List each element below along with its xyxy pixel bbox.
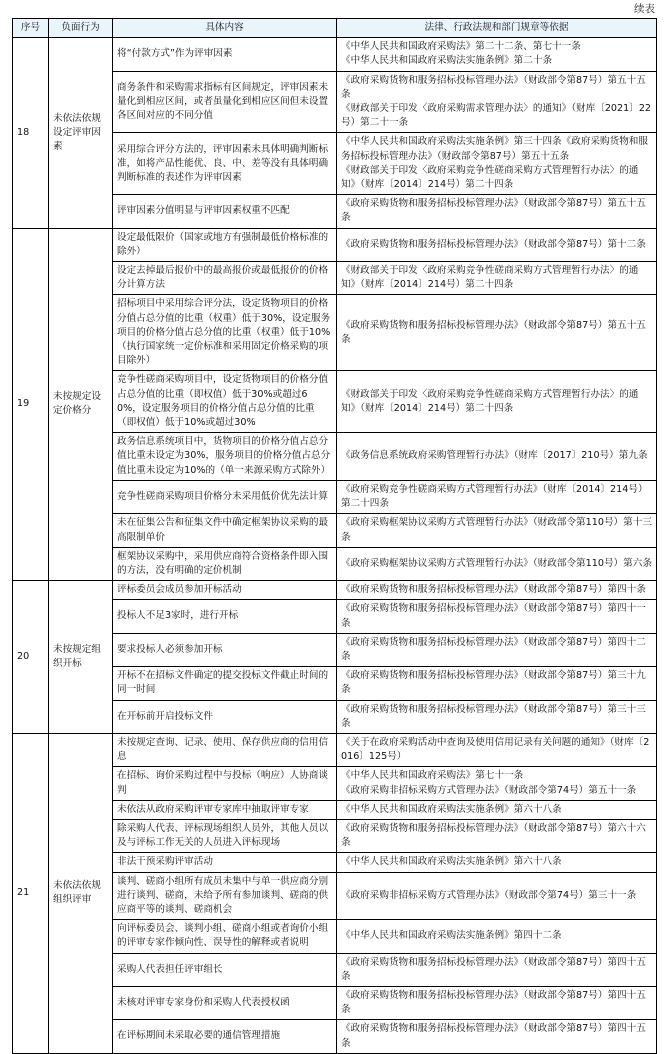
legal-basis-cell — [337, 433, 657, 481]
legal-basis-cell — [337, 953, 657, 986]
legal-basis-cell — [337, 853, 657, 872]
legal-basis-line: 《中华人民共和国政府采购法》第七十一条 — [341, 770, 524, 782]
table-header — [13, 19, 657, 38]
detail-content-cell: 评标委员会成员参加开标活动 — [113, 581, 337, 600]
detail-content-cell: 在开标前开启投标文件 — [113, 700, 337, 733]
legal-basis-line: 《政府采购非招标采购方式管理办法》（财政部令第74号）第五十一条 — [341, 784, 637, 796]
legal-basis-line: 《政府采购非招标采购方式管理办法》（财政部令第74号）第三十一条 — [341, 889, 637, 901]
detail-content-cell: 竞争性磋商采购项目价格分未采用低价优先法计算 — [113, 480, 337, 513]
legal-basis-line: 《政府采购货物和服务招标投标管理办法》（财政部令第87号）第五十五条 — [341, 74, 646, 100]
detail-content-cell: 竞争性磋商采购项目中，设定货物项目的价格分值占总分值的比重（即权值）低于30%或超过60%，设定服务项目的价格分值占总分值的比重（即权值）低于10%或超过30% — [113, 371, 337, 433]
legal-basis-cell — [337, 986, 657, 1019]
detail-content-cell: 商务条件和采购需求指标有区间规定，评审因素未量化到相应区间，或者虽量化到相应区间但未设置各区间对应的不同分值 — [113, 71, 337, 133]
legal-basis-line: 《财政部关于印发〈政府采购需求管理办法〉的通知》（财库〔2021〕22号）第二十一条 — [341, 103, 652, 129]
negative-behavior-table — [12, 18, 657, 1054]
legal-basis-cell — [337, 800, 657, 819]
legal-basis-line: 《中华人民共和国政府采购法实施条例》第六十八条 — [341, 803, 562, 815]
legal-basis-cell — [337, 920, 657, 953]
legal-basis-line: 《中华人民共和国政府采购法实施条例》第六十八条 — [341, 856, 562, 868]
legal-basis-cell — [337, 819, 657, 852]
column-header-index: 序号 — [13, 19, 49, 38]
legal-basis-line: 《政府采购框架协议采购方式管理暂行办法》（财政部令第110号）第六条 — [341, 557, 652, 569]
legal-basis-line: 《政府采购货物和服务招标投标管理办法》（财政部令第87号）第四十五条 — [341, 1023, 646, 1049]
legal-basis-cell — [337, 767, 657, 800]
legal-basis-cell — [337, 371, 657, 433]
row-index-cell: 20 — [13, 581, 49, 734]
legal-basis-cell — [337, 581, 657, 600]
detail-content-cell: 招标项目中采用综合评分法，设定货物项目的价格分值占总分值的比重（权重）低于30%，设定服务项目的价格分值占总分值的比重（权重）低于10%（执行国家统一定价标准和采用固定价格采购的项目除外） — [113, 295, 337, 371]
legal-basis-cell — [337, 872, 657, 920]
legal-basis-cell — [337, 38, 657, 71]
detail-content-cell: 设定最低限价（国家或地方有强制最低价格标准的除外） — [113, 228, 337, 261]
legal-basis-line: 《财政部关于印发〈政府采购竞争性磋商采购方式管理暂行办法〉的通知》（财库〔2014〕214号）第二十四条 — [341, 388, 639, 414]
legal-basis-cell — [337, 633, 657, 666]
legal-basis-line: 《政府采购货物和服务招标投标管理办法》（财政部令第87号）第四十五条 — [341, 956, 646, 982]
legal-basis-line: 《财政部关于印发〈政府采购竞争性磋商采购方式管理暂行办法〉的通知》（财库〔2014〕214号）第二十四条 — [341, 265, 639, 291]
negative-behavior-cell: 未按规定设定价格分 — [49, 228, 113, 580]
detail-content-cell: 设定去掉最后报价中的最高报价或最低报价的价格分计算方法 — [113, 262, 337, 295]
detail-content-cell: 将“付款方式”作为评审因素 — [113, 38, 337, 71]
detail-content-cell: 在招标、询价采购过程中与投标（响应）人协商谈判 — [113, 767, 337, 800]
legal-basis-cell — [337, 667, 657, 700]
column-header-behavior: 负面行为 — [49, 19, 113, 38]
table-row — [13, 733, 657, 766]
column-header-basis: 法律、行政法规和部门规章等依据 — [337, 19, 657, 38]
detail-content-cell: 未依法从政府采购评审专家库中抽取评审专家 — [113, 800, 337, 819]
legal-basis-cell — [337, 262, 657, 295]
detail-content-cell: 评审因素分值明显与评审因素权重不匹配 — [113, 195, 337, 228]
legal-basis-line: 《政府采购货物和服务招标投标管理办法》（财政部令第87号）第五十五条 — [341, 198, 646, 224]
legal-basis-line: 《财政部关于印发〈政府采购竞争性磋商采购方式管理暂行办法〉的通知》（财库〔2014〕214号）第二十四条 — [341, 164, 639, 191]
header-row — [13, 19, 657, 38]
legal-basis-line: 《政府采购货物和服务招标投标管理办法》（财政部令第87号）第四十二条 — [341, 636, 646, 662]
legal-basis-cell — [337, 195, 657, 228]
legal-basis-cell — [337, 547, 657, 580]
detail-content-cell: 要求投标人必须参加开标 — [113, 633, 337, 666]
table-body — [13, 38, 657, 1054]
table-row — [13, 581, 657, 600]
legal-basis-line: 《政府采购货物和服务招标投标管理办法》（财政部令第87号）第六十六条 — [341, 822, 646, 849]
legal-basis-line: 《政府采购货物和服务招标投标管理办法》（财政部令第87号）第五十五条 — [341, 319, 646, 345]
legal-basis-cell — [337, 514, 657, 547]
legal-basis-line: 《政府采购货物和服务招标投标管理办法》（财政部令第87号）第四十条 — [341, 584, 646, 596]
legal-basis-line: 《政府采购货物和服务招标投标管理办法》（财政部令第87号）第三十九条 — [341, 670, 646, 696]
detail-content-cell: 除采购人代表、评标现场组织人员外，其他人员以及与评标工作无关的人员进入评标现场 — [113, 819, 337, 852]
legal-basis-line: 《中华人民共和国政府采购法实施条例》第三十四条《政府采购货物和服务招标投标管理办法》（财政部令第87号）第五十五条 — [341, 136, 648, 162]
row-index-cell: 21 — [13, 733, 49, 1053]
detail-content-cell: 非法干预采购评审活动 — [113, 853, 337, 872]
legal-basis-cell — [337, 480, 657, 513]
table-row — [13, 38, 657, 71]
detail-content-cell: 政务信息系统项目中，货物项目的价格分值占总分值比重未设定为30%，服务项目的价格分值占总分值比重未设定为10%的（单一来源采购方式除外） — [113, 433, 337, 481]
legal-basis-cell — [337, 71, 657, 133]
legal-basis-cell — [337, 228, 657, 261]
negative-behavior-cell: 未按规定组织开标 — [49, 581, 113, 734]
detail-content-cell: 框架协议采购中，采用供应商符合资格条件即入围的方法，没有明确的定价机制 — [113, 547, 337, 580]
detail-content-cell: 开标不在招标文件确定的提交投标文件截止时间的同一时间 — [113, 667, 337, 700]
legal-basis-line: 《政府采购货物和服务招标投标管理办法》（财政部令第87号）第四十五条 — [341, 989, 646, 1016]
detail-content-cell: 采购人代表担任评审组长 — [113, 953, 337, 986]
legal-basis-line: 《中华人民共和国政府采购法实施条例》第四十二条 — [341, 930, 562, 942]
legal-basis-cell — [337, 733, 657, 766]
detail-content-cell: 向评标委员会、谈判小组、磋商小组或者询价小组的评审专家作倾向性、误导性的解释或者说明 — [113, 920, 337, 953]
legal-basis-cell — [337, 295, 657, 371]
legal-basis-line: 《政府采购货物和服务招标投标管理办法》（财政部令第87号）第三十三条 — [341, 703, 646, 729]
detail-content-cell: 未按规定查询、记录、使用、保存供应商的信用信息 — [113, 733, 337, 766]
legal-basis-line: 《中华人民共和国政府采购法》第二十二条、第七十一条 — [341, 41, 581, 53]
continuation-label: 续表 — [634, 3, 655, 15]
detail-content-cell: 采用综合评分方法的，评审因素未具体明确判断标准，如将产品性能优、良、中、差等没有具体明确判断标准的表述作为评审因素 — [113, 133, 337, 195]
detail-content-cell: 未核对评审专家身份和采购人代表授权函 — [113, 986, 337, 1019]
legal-basis-line: 《政府采购框架协议采购方式管理暂行办法》（财政部令第110号）第十三条 — [341, 517, 652, 543]
column-header-content: 具体内容 — [113, 19, 337, 38]
legal-basis-line: 《关于在政府采购活动中查询及使用信用记录有关问题的通知》（财库〔2016〕125号） — [341, 736, 650, 763]
negative-behavior-cell: 未依法依规组织评审 — [49, 733, 113, 1053]
legal-basis-cell — [337, 1020, 657, 1053]
detail-content-cell: 在评标期间未采取必要的通信管理措施 — [113, 1020, 337, 1053]
detail-content-cell: 未在征集公告和征集文件中确定框架协议采购的最高限制单价 — [113, 514, 337, 547]
table-row — [13, 228, 657, 261]
row-index-cell: 18 — [13, 38, 49, 228]
detail-content-cell: 谈判、磋商小组所有成员未集中与单一供应商分别进行谈判、磋商，未给予所有参加谈判、磋商的供应商平等的谈判、磋商机会 — [113, 872, 337, 920]
legal-basis-cell — [337, 600, 657, 633]
detail-content-cell: 投标人不足3家时，进行开标 — [113, 600, 337, 633]
legal-basis-cell — [337, 700, 657, 733]
legal-basis-line: 《政府采购货物和服务招标投标管理办法》（财政部令第87号）第四十一条 — [341, 603, 646, 629]
legal-basis-line: 《政务信息系统政府采购管理暂行办法》（财库〔2017〕210号）第九条 — [341, 450, 648, 462]
legal-basis-line: 《中华人民共和国政府采购法实施条例》第二十条 — [341, 55, 553, 67]
row-index-cell: 19 — [13, 228, 49, 580]
legal-basis-cell — [337, 133, 657, 195]
legal-basis-line: 《政府采购竞争性磋商采购方式管理暂行办法》（财库〔2014〕214号）第二十四条 — [341, 483, 648, 510]
negative-behavior-cell: 未依法依规设定评审因素 — [49, 38, 113, 228]
legal-basis-line: 《政府采购货物和服务招标投标管理办法》（财政部令第87号）第十二条 — [341, 238, 646, 250]
